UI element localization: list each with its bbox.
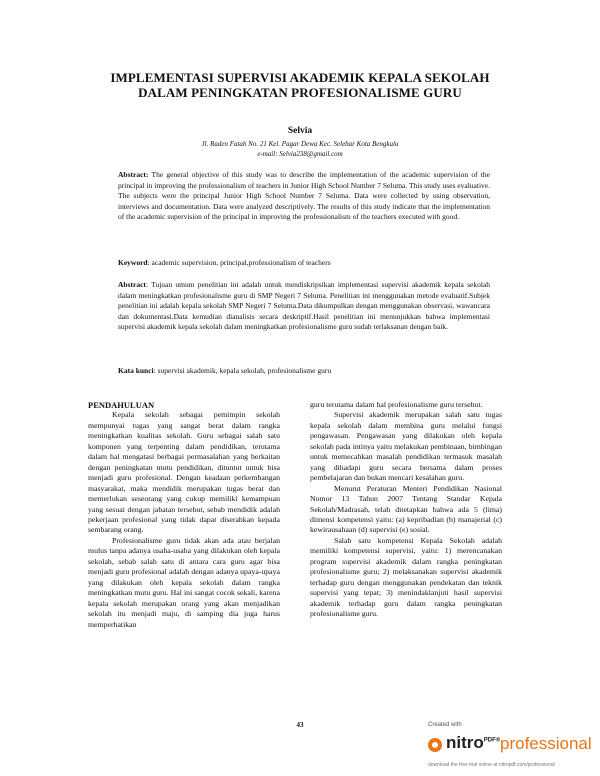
abstract-id-text: : Tujuan umum penelitian ini adalah untuk mendiskripsikan implementasi supervisi akademik kepala sekolah dalam meningkatkan profesionalisme guru di SMP Negeri 7 Seluma. Penelitian ini menggunakan metode evaluatif.Subjek penelitian ini adalah kepala sekolah SMP Negeri 7 Seluma.Data dikumpulkan dengan menggunakan observasi, wawancara dan dokumentasi.Data kemudian dianalisis secara deskriptif.Hasil penelitian ini menunjukkan bahwa implementasi supervisi akademik kepala sekolah dalam meningkatkan profesionalisme guru sudah terlaksanan dengan baik. <box>118 280 490 332</box>
author-affiliation <box>40 139 560 159</box>
download-trial-text: download the free trial online at nitropdf.com/professional <box>428 762 555 768</box>
abstract-id-label: Abstract <box>118 280 146 289</box>
paragraph: Supervisi akademik merupakan salah satu tugas kepala sekolah dalam membina guru melalui fungsi pengawasan. Pengawasan yang dilakukan oleh kepala sekolah pada intinya yaitu melakukan pembinaan, bimbingan untuk memecahkan masalah pendidikan termasuk masalah yang dihadapi guru secara bersama dalam proses pembelajaran dan bukan mencari kesalahan guru. <box>310 410 502 483</box>
abstract-en-text: The general objective of this study was to describe the implementation of the academic supervision of the principal in improving the professionalism of teachers in Junior High School Number 7 Seluma. This study uses evaluative. The subjects were the principal Junior High School Number 7 Seluma. Data were collected by using observation, interviews and documentation. Data were analyzed descriptively. The results of this study indicate that the implementation of the academic supervision of the principal in improving the professionalism of the teachers executed with good. <box>118 170 490 222</box>
section-heading: PENDAHULUAN <box>88 400 155 410</box>
abstract-english <box>118 170 490 223</box>
keyword-en-text: : academic supervision, principal,professionalism of teachers <box>147 258 331 267</box>
keyword-id-text: : supervisi akademik, kepala sekolah, profesionalisme guru <box>153 366 332 375</box>
nitro-brand-sup: PDF® <box>483 737 501 744</box>
nitro-logo-icon <box>428 738 442 752</box>
abstract-en-label: Abstract: <box>118 170 149 179</box>
paper-title <box>40 70 560 100</box>
body-column-left <box>88 400 280 630</box>
author-name: Selvia <box>287 126 313 136</box>
author-email: e-mail: Selvia238@gmail.com <box>257 150 343 158</box>
created-with-label: Created with <box>428 722 462 728</box>
author-address: Jl. Raden Fatah No. 21 Kel. Pagar Dewa Kec. Selebar Kota Bengkulu <box>201 140 399 148</box>
keyword-id-label: Kata kunci <box>118 366 154 375</box>
nitro-watermark <box>428 722 598 776</box>
nitro-brand <box>446 733 500 753</box>
body-column-right <box>310 400 502 620</box>
title-line-2: DALAM PENINGKATAN PROFESIONALISME GURU <box>138 85 462 100</box>
paragraph: Profesionalisme guru tidak akan ada atau berjalan mulus tanpa adanya usaha-usaha yang dilakukan oleh kepala sekolah, sebab salah satu di antara cara guru agar bisa menjadi guru profesional adalah dengan adanya upaya-upaya yang dilakukan oleh kepala sekolah dalam rangka meningkatkan mutu guru. Hal ini sangat cocok sekali, karena kepala sekolah merupakan orang yang akan menjadikan sekolah itu menjadi maju, di samping dia juga harus memperhatikan <box>88 535 280 629</box>
page-number: 43 <box>296 721 304 729</box>
nitro-brand-suffix: professional <box>500 734 592 753</box>
title-line-1: IMPLEMENTASI SUPERVISI AKADEMIK KEPALA SEKOLAH <box>110 70 490 85</box>
paragraph: guru terutama dalam hal profesionalisme guru tersebut. <box>310 400 483 409</box>
paragraph: Menurut Peraturan Menteri Pendidikan Nasional Nomor 13 Tahun 2007 Tentang Standar Kepala Sekolah/Madrasah, telah ditetapkan bahwa ada 5 (lima) dimensi kompetensi yaitu: (a) kepribadian (b) manajerial (c) kewirausahaan (d) supervisi (e) sosial. <box>310 483 502 535</box>
keyword-en-label: Keyword <box>118 258 148 267</box>
abstract-indonesian <box>118 280 490 333</box>
keywords-indonesian <box>118 366 490 377</box>
keywords-english <box>118 258 490 269</box>
nitro-brand-name: nitro <box>446 733 484 752</box>
paragraph: Kepala sekolah sebagai pemimpin sekolah mempunyai tugas yang sangat berat dalam rangka meningkatkan kualitas sekolah. Guru sebagai salah satu komponen yang terpenting dalam pendidikan, terutama dalam hal mengatasi berbagai permasalahan yang berkaitan dengan peningkatan mutu pendidikan, dituntut untuk bisa menjadi guru profesional. Dengan keadaan perkembangan masyarakat, maka mendidik merupakan tugas berat dan memerlukan seseorang yang cukup memiliki kemampuan yang sesuai dengan jabatan tersebut, sebab mendidik adalah pekerjaan profesional yang tidak dapat diserahkan kepada sembarang orang. <box>88 410 280 535</box>
paragraph: Salah satu kompetensi Kepala Sekolah adalah memiliki kompetensi supervisi, yaitu: 1) merencanakan program supervisi akademik dalam rangka peningkatan profesionalisme guru; 2) melaksanakan supervisi akademik terhadap guru dengan menggunakan pendekatan dan teknik supervisi yang tepat; 3) menindaklanjuti hasil supervisi akademik terhadap guru dalam rangka peningkatan profesionalisme guru. <box>310 535 502 619</box>
